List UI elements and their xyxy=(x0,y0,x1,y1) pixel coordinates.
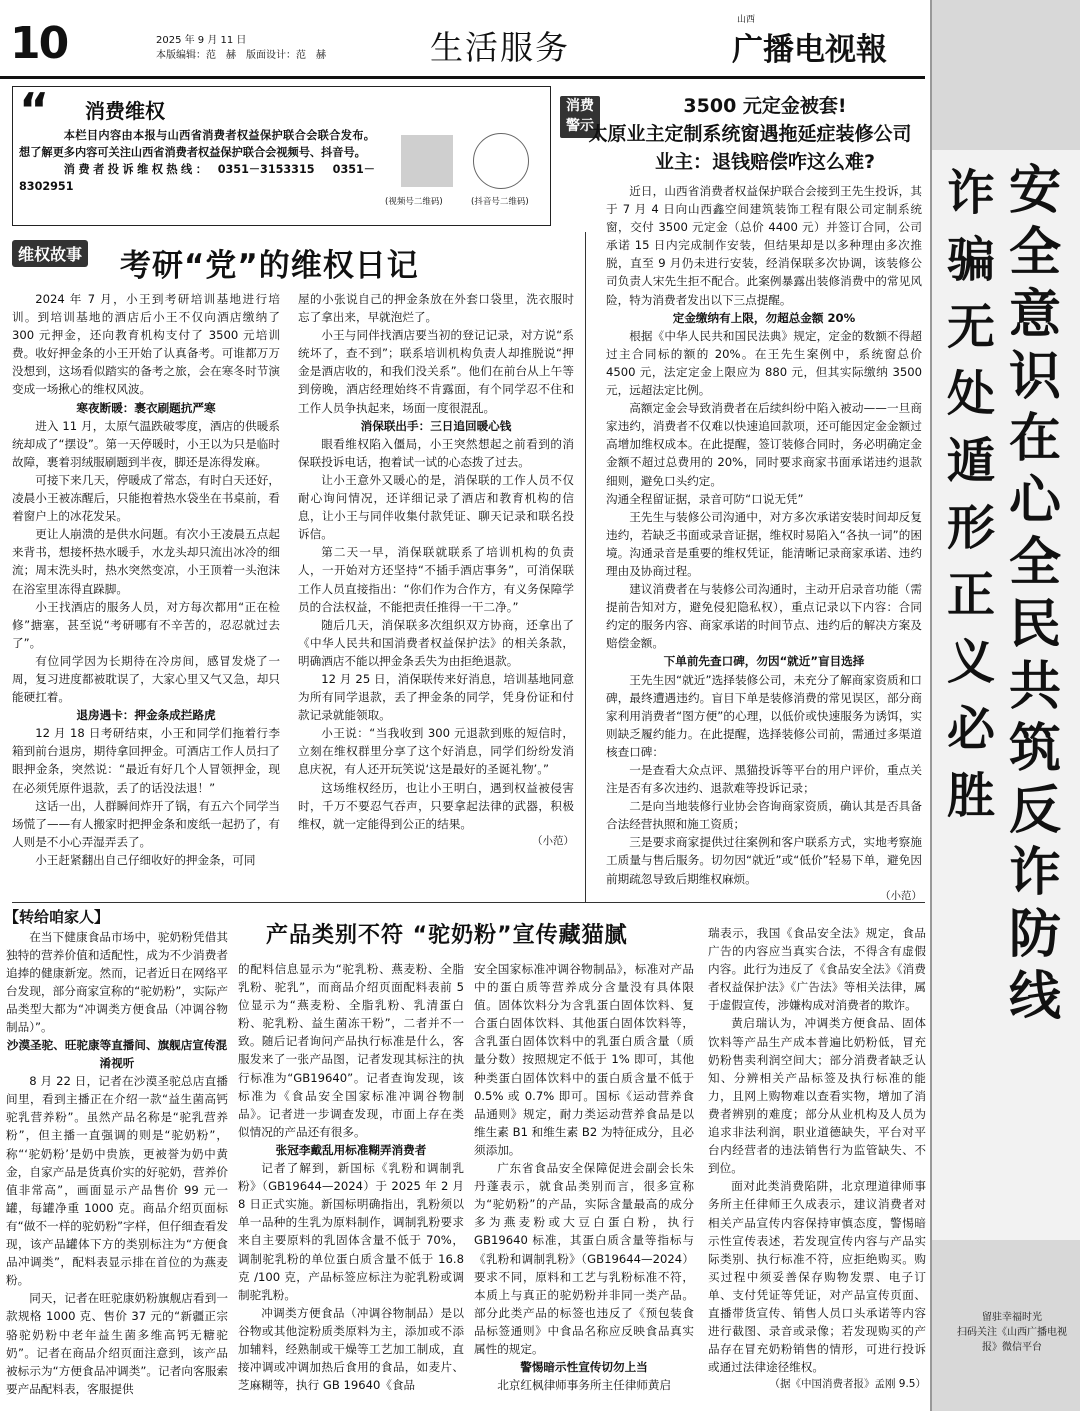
douyin-qr-code xyxy=(473,133,529,189)
paragraph: 2024 年 7 月，小王到考研培训基地进行培训。到培训基地的酒店后小王不仅向酒店缴纳了 300 元押金，还向教育机构支付了 3500 元培训费。收好押金条的小王开始了认真备考。可谁都万万没想到，这场看似踏实的备考之旅，会在寒冬时节演变成一场揪心的维权风波。 xyxy=(12,292,280,397)
paragraph: 进入 11 月，太原气温跌破零度，酒店的供暖系统却成了“摆设”。第一天停暖时，小王以为只是临时故障，裹着羽绒服刷题到半夜，脚还是冻得发麻。 xyxy=(12,418,280,469)
paragraph: 屋的小张说自己的押金条放在外套口袋里，洗衣服时忘了拿出来，早就泡烂了。 xyxy=(298,292,574,325)
paragraph: 有位同学因为长期待在冷房间，感冒发烧了一周，复习进度都被耽误了，大家心里又气又急，却只能硬扛着。 xyxy=(12,653,280,705)
subheading: 寒夜断暖：裹衣刷题抗严寒 xyxy=(76,400,216,415)
paragraph: 小王与同伴找酒店要当初的登记记录，对方说“系统坏了，查不到”；联系培训机构负责人却推脱说“押金是酒店收的，和我们没关系”。他们在前台从上午等到傍晚，酒店经理始终不肯露面，有个同学忍不住和工作人员争执起来，场面一度很混乱。 xyxy=(298,328,574,415)
paragraph: 眼看维权陷入僵局，小王突然想起之前看到的消保联投诉电话，抱着试一试的心态拨了过去。 xyxy=(298,436,574,469)
anti-fraud-sidebar xyxy=(930,0,1080,1411)
paragraph: 这场维权经历，也让小王明白，遇到权益被侵害时，千万不要忍气吞声，只要拿起法律的武器，积极维权，就一定能得到公正的结果。 xyxy=(298,780,574,831)
product-column-2 xyxy=(238,960,464,1406)
quote-mark-icon: “ xyxy=(19,83,50,137)
column-divider xyxy=(585,232,586,902)
paragraph: 二是向当地装修行业协会咨询商家资质，确认其是否具备合法经营执照和施工资质； xyxy=(606,799,922,832)
issue-date: 2025 年 9 月 11 日 xyxy=(156,35,247,46)
section-divider xyxy=(12,902,925,903)
forward-tag: 【转给咱家人】 xyxy=(4,908,110,926)
paragraph: 12 月 18 日考研结束，小王和同学们拖着行李箱到前台退房，期待拿回押金。可酒店工作人员扫了眼押金条，突然说：“最近有好几个人冒领押金，现在必须凭原件退款，丢了的话没法退！” xyxy=(12,726,280,795)
paragraph: 建议消费者在与装修公司沟通时，主动开启录音功能（需提前告知对方，避免侵犯隐私权），重点记录以下内容：合同约定的服务内容、商家承诺的时间节点、违约后的解决方案及赔偿金额。 xyxy=(606,582,922,651)
header-rule xyxy=(0,76,925,79)
page-header xyxy=(0,0,925,88)
story-tag: 维权故事 xyxy=(12,240,88,267)
paragraph: 记者了解到，新国标《乳粉和调制乳粉》（GB19644—2024）于 2025 年 2 月 8 日正式实施。新国标明确指出，乳粉须以单一品种的生乳为原料制作，调制乳粉要求来自主要原料的乳固体含量不低于 70%，调制驼乳粉的单位蛋白质含量不低于 16.8 克 /100 克，产品标签应标注为驼乳粉或调制驼乳粉。 xyxy=(238,1161,464,1302)
paragraph: 同天，记者在旺驼康奶粉旗舰店看到一款规格 1000 克、售价 37 元的“新疆正宗骆驼奶粉中老年益生菌多维高钙无糖驼奶”。记者在商品介绍页面注意到，该产品被标示为“方便食品冲调类”。记者向客服索要产品配料表，客服提供 xyxy=(6,1291,228,1396)
story-column-2-body xyxy=(298,290,574,833)
paragraph: 王先生因“就近”选择装修公司，未充分了解商家资质和口碑，最终遭遇违约。盲目下单是装修消费的常见误区，部分商家利用消费者“图方便”的心理，以低价或快速服务为诱饵，实则缺乏履约能力。在此提醒，选择装修公司前，需通过多渠道核查口碑： xyxy=(606,672,922,759)
paragraph: 王先生与装修公司沟通中，对方多次承诺安装时间却反复违约，若缺乏书面或录音证据，维权时易陷入“各执一词”的困境。沟通录音是重要的维权凭证，能清晰记录商家承诺、违约理由及协商过程。 xyxy=(606,509,922,578)
subheading: 张冠李戴乱用标准糊弄消费者 xyxy=(275,1142,427,1157)
warning-headline: 3500 元定金被套! 太原业主定制系统窗遇拖延症装修公司 业主：退钱赔偿咋这么难? xyxy=(588,95,912,173)
paragraph: 高额定金会导致消费者在后续纠纷中陷入被动——一旦商家违约，消费者不仅难以快速追回款项，还可能因定金金额过高增加维权成本。在此提醒，签订装修合同时，务必明确定金金额不超过总费用的 20%，同时要求商家书面承诺违约退款细则，避免口头约定。 xyxy=(606,401,922,488)
paragraph: 可接下来几天，停暖成了常态，有时白天还好，凌晨小王被冻醒后，只能抱着热水袋坐在书桌前，看着窗户上的冰花发呆。 xyxy=(12,472,280,524)
brand-region: 山西 xyxy=(737,15,756,25)
video-qr-code xyxy=(401,135,453,187)
product-column-3 xyxy=(474,960,694,1406)
subheading: 警惕暗示性宣传切勿上当 xyxy=(520,1360,648,1375)
subheading: 退房遇卡：押金条成拦路虎 xyxy=(76,708,216,723)
section-title: 生活服务 xyxy=(430,28,570,67)
paragraph: 让小王意外又暖心的是，消保联的工作人员不仅耐心询问情况，还详细记录了酒店和教育机构的信息，让小王与同伴收集付款凭证、聊天记录和联名投诉信。 xyxy=(298,472,574,542)
paragraph: 一是查看大众点评、黑猫投诉等平台的用户评价，重点关注是否有多次违约、退款难等投诉记录； xyxy=(606,763,922,796)
paragraph: 根据《中华人民共和国民法典》规定，定金的数额不得超过主合同标的额的 20%。在王先生案例中，系统窗总价 4500 元，法定定金上限应为 880 元，但其实际缴纳 3500 元，远超法定比例。 xyxy=(606,328,922,398)
page-number: 10 xyxy=(10,18,68,69)
paragraph: 在当下健康食品市场中，驼奶粉凭借其独特的营养价值和适配性，成为不少消费者追捧的健康新宠。然而，记者近日在网络平台发现，部分商家宣称的“驼奶粉”，实际产品类型大都为“冲调类方便食品（冲调谷物制品）”。 xyxy=(6,930,228,1035)
consumer-rights-box xyxy=(12,83,551,226)
paragraph: 更让人崩溃的是供水问题。有次小王凌晨五点起来背书，想接杯热水暖手，水龙头却只流出冰冷的细流；周末洗头时，热水突然变凉，小王顶着一头泡沫在浴室里冻得直跺脚。 xyxy=(12,527,280,596)
story-column-2 xyxy=(298,290,574,898)
video-qr-caption: (视频号二维码) xyxy=(385,197,443,207)
story-signature: （小范） xyxy=(532,834,574,847)
story-title: 考研“党”的维权日记 xyxy=(120,248,419,284)
paragraph: 小王赶紧翻出自己仔细收好的押金条，可同 xyxy=(35,852,256,867)
editors-line: 本版编辑：范 赫 版面设计：范 赫 xyxy=(156,50,326,61)
paragraph: 的配料信息显示为“驼乳粉、燕麦粉、全脂乳粉、驼乳”，而商品介绍页面配料表前 5 位显示为“燕麦粉、全脂乳粉、乳清蛋白粉、驼乳粉、益生菌冻干粉”，二者并不一致。随后记者询问产品执行标准是什么，客服发来了一张产品图，记者发现其标注的执行标准为“GB19640”。记者查询发现，该标准为《食品安全国家标准冲调谷物制品》。记者进一步调查发现，市面上存在类似情况的产品还有很多。 xyxy=(238,962,464,1139)
warning-tag: 消费 警示 xyxy=(560,96,600,138)
slogan-left: 诈骗无处遁形正义必胜 xyxy=(946,165,995,824)
product-column-4: 瑞表示，我国《食品安全法》规定，食品广告的内容应当真实合法，不得含有虚假内容。此行为违反了《食品安全法》《消费者权益保护法》《广告法》等相关法律，属于虚假宣传，涉嫌构成对消费者的欺诈。 黄启瑞认为，冲调类方便食品、固体饮料等产品生产成本普遍比奶粉低，冒充奶粉售卖利润空间大；部分消费者缺乏认知、分辨相关产品标签及执行标准的能力，且网上购物难以查看实物，增加了消费者辨别的难度；部分从业机构及人员为追求非法利润，职业道德缺失，平台对平台内经营者的违法销售行为监管缺失、不到位。 面对此类消费陷阱，北京理道律师事务所主任律师王久成表示，建议消费者对相关产品宣传内容保持审慎态度，警惕暗示性宣传表述，若发现宣传内容与产品实际类别、执行标准不符，应拒绝购买。购买过程中须妥善保存购物发票、电子订单、支付凭证等凭证，对产品宣传页面、直播带货宣传、销售人员口头承诺等内容进行截图、录音或录像；若发现购买的产品存在冒充奶粉销售的情形，可进行投诉或通过法律途径维权。 （据《中国消费者报》孟刚 9.5） xyxy=(708,926,926,1391)
paragraph: 第二天一早，消保联就联系了培训机构的负责人，一开始对方还坚持“不插手酒店事务”，可消保联工作人员直接指出：“你们作为合作方，有义务保障学员的合法权益，不能把责任推得一干二净。” xyxy=(298,545,574,614)
paragraph: 瑞表示，我国《食品安全法》规定，食品广告的内容应当真实合法，不得含有虚假内容。此行为违反了《食品安全法》《消费者权益保护法》《广告法》等相关法律，属于虚假宣传，涉嫌构成对消费者的欺诈。 xyxy=(708,926,926,1013)
product-column-1 xyxy=(6,1036,228,1406)
paragraph: 近日，山西省消费者权益保护联合会接到王先生投诉，其于 7 月 4 日向山西鑫空间建筑装饰工程有限公司定制系统窗，交付 3500 元定金（总价 4400 元）并签订合同，公司承诺 15 日内完成制作安装，但结果却是以多种理由多次推脱，直至 9 月仍未进行安装，经消保联多次协调，该装修公司负责人宋先生拒不配合。此案例暴露出装修消费中的常见风险，特为消费者发出以下三点提醒。 xyxy=(606,184,922,307)
paragraph: 随后几天，消保联多次组织双方协商，还拿出了《中华人民共和国消费者权益保护法》的相关条款，明确酒店不能以押金条丢失为由拒绝退款。 xyxy=(298,617,574,668)
paragraph: 三是要求商家提供过往案例和客户联系方式，实地考察施工质量与售后服务。切勿因“就近”或“低价”轻易下单，避免因前期疏忽导致后期维权麻烦。 xyxy=(606,835,922,886)
paragraph: 北京红枫律师事务所主任律师黄启 xyxy=(497,1378,672,1393)
subheading: 沙漠圣驼、旺驼康等直播间、旗舰店宣传混淆视听 xyxy=(6,1038,228,1071)
story-column-1 xyxy=(12,290,280,898)
sidebar-decoration xyxy=(932,0,1080,150)
complaint-hotline: 消费者投诉维权热线： 0351－3153315 0351－8302951 xyxy=(19,163,375,193)
product-title: 产品类别不符 “驼奶粉”宣传藏猫腻 xyxy=(266,923,628,948)
subheading: 消保联出手：三日追回暖心钱 xyxy=(360,418,512,433)
paragraph: 沟通全程留证据，录音可防“口说无凭” xyxy=(606,491,804,506)
paragraph: 广东省食品安全保障促进会副会长朱丹蓬表示，就食品类别而言，很多宣称为“驼奶粉”的产品，实际含量最高的成分多为燕麦粉或大豆白蛋白粉，执行 GB19640 标准，其蛋白质含量等指标与《乳粉和调制乳粉》（GB19644—2024）要求不同，原料和工艺与乳粉标准不符，本质上与真正的驼奶粉并非同一类产品。部分此类产品的标签也违反了《预包装食品标签通则》中食品名称应反映食品真实属性的规定。 xyxy=(474,1161,694,1356)
douyin-qr-caption: (抖音号二维码) xyxy=(471,197,529,207)
page-meta xyxy=(156,33,326,63)
sidebar-footer: 留驻幸福时光 扫码关注《山西广播电视报》微信平台 xyxy=(957,1312,1067,1353)
consumer-rights-title: 消费维权 xyxy=(85,99,165,123)
paragraph: 小王找酒店的服务人员，对方每次都用“正在检修”搪塞，甚至说“考研哪有不辛苦的，忍忍就过去了”。 xyxy=(12,599,280,650)
paragraph: 小王说：“当我收到 300 元退款到账的短信时，立刻在维权群里分享了这个好消息，同学们纷纷发消息庆祝，有人还开玩笑说‘这是最好的圣诞礼物’。” xyxy=(298,726,574,777)
paragraph: 黄启瑞认为，冲调类方便食品、固体饮料等产品生产成本普遍比奶粉低，冒充奶粉售卖利润空间大；部分消费者缺乏认知、分辨相关产品标签及执行标准的能力，且网上购物难以查看实物，增加了消费者辨别的难度；部分从业机构及人员为追求非法利润，职业道德缺失，平台对平台内经营者的违法销售行为监管缺失、不到位。 xyxy=(708,1016,926,1176)
paragraph: 12 月 25 日，消保联传来好消息，培训基地同意为所有同学退款，丢了押金条的同学，凭身份证和付款记录就能领取。 xyxy=(298,671,574,723)
paragraph: 8 月 22 日，记者在沙漠圣驼总店直播间里，看到主播正在介绍一款“益生菌高钙驼乳营养粉”。虽然产品名称是“驼乳营养粉”，但主播一直强调的则是“驼奶粉”，称“‘驼奶粉’是奶中贵族，更被誉为奶中黄金，自家产品是货真价实的好驼奶，营养价值非常高”，画面显示产品售价 99 元一罐，每罐净重 1000 克。商品介绍页面标有“做不一样的驼奶粉”字样，但仔细查看发现，该产品罐体下方的类别标注为“方便食品冲调类”，配料表显示排在首位的为燕麦粉。 xyxy=(6,1074,228,1288)
forward-intro xyxy=(6,928,228,1040)
paragraph: 这话一出，人群瞬间炸开了锅，有五六个同学当场慌了——有人搬家时把押金条和废纸一起扔了，有人则是不小心弄湿弄丢了。 xyxy=(12,798,280,849)
consumer-rights-intro: 本栏目内容由本报与山西省消费者权益保护联合会联合发布。想了解更多内容可关注山西省消费者权益保护联合会视频号、抖音号。 消费者投诉维权热线： 0351－3153315 0351－8302951 xyxy=(19,129,375,193)
subheading: 下单前先查口碑，勿因“就近”盲目选择 xyxy=(663,654,865,669)
subheading: 定金缴纳有上限，勿超总金额 20% xyxy=(672,310,856,325)
slogan-right: 安全意识在心全民共筑反诈防线 xyxy=(1008,161,1061,1027)
warning-body: 近日，山西省消费者权益保护联合会接到王先生投诉，其于 7 月 4 日向山西鑫空间建筑装饰工程有限公司定制系统窗，交付 3500 元定金（总价 4400 元）并签订合同，公司承诺 15 日内完成制作安装，但结果却是以多种理由多次推脱，直至 9 月仍未进行安装，经消保联多次协调，该装修公司负责人宋先生拒不配合。此案例暴露出装修消费中的常见风险，特为消费者发出以下三点提醒。 定金缴纳有上限，勿超总金额 20% 根据《中华人民共和国民法典》规定，定金的数额不得超过主合同标的额的 20%。在王先生案例中，系统窗总价 4500 元，法定定金上限应为 880 元，但其实际缴纳 3500 元，远超法定比例。 高额定金会导致消费者在后续纠纷中陷入被动——一旦商家违约，消费者不仅难以快速追回款项，还可能因定金金额过高增加维权成本。在此提醒，签订装修合同时，务必明确定金金额不超过总费用的 20%，同时要求商家书面承诺违约退款细则，避免口头约定。 沟通全程留证据，录音可防“口说无凭” 王先生与装修公司沟通中，对方多次承诺安装时间却反复违约，若缺乏书面或录音证据，维权时易陷入“各执一词”的困境。沟通录音是重要的维权凭证，能清晰记录商家承诺、违约理由及协商过程。 建议消费者在与装修公司沟通时，主动开启录音功能（需提前告知对方，避免侵犯隐私权），重点记录以下内容：合同约定的服务内容、商家承诺的时间节点、违约后的解决方案及赔偿金额。 下单前先查口碑，勿因“就近”盲目选择 王先生因“就近”选择装修公司，未充分了解商家资质和口碑，最终遭遇违约。盲目下单是装修消费的常见误区，部分商家利用消费者“图方便”的心理，以低价或快速服务为诱饵，实则缺乏履约能力。在此提醒，选择装修公司前，需通过多渠道核查口碑： 一是查看大众点评、黑猫投诉等平台的用户评价，重点关注是否有多次违约、退款难等投诉记录； 二是向当地装修行业协会咨询商家资质，确认其是否具备合法经营执照和施工资质； 三是要求商家提供过往案例和客户联系方式，实地考察施工质量与售后服务。切勿因“就近”或“低价”轻易下单，避免因前期疏忽导致后期维权麻烦。 （小范） xyxy=(606,184,922,900)
brand-logo: 广播电视報 xyxy=(732,32,887,68)
paragraph: 冲调类方便食品（冲调谷物制品）是以谷物或其他淀粉质类原料为主，添加或不添加辅料，经熟制或干燥等工艺加工制成，直接冲调或冲调加热后食用的食品，如麦片、芝麻糊等，执行 GB 19640《食品 xyxy=(238,1305,464,1393)
paragraph: 安全国家标准冲调谷物制品》，标准对产品中的蛋白质等营养成分含量没有具体限值。固体饮料分为含乳蛋白固体饮料、复合蛋白固体饮料、其他蛋白固体饮料等，含乳蛋白固体饮料中的乳蛋白质含量（质量分数）按照规定不低于 1% 即可，其他种类蛋白固体饮料中的蛋白质含量不低于 0.5% 或 0.7% 即可。国标《运动营养食品通则》规定，耐力类运动营养食品是以维生素 B1 和维生素 B2 为特征成分，且必须添加。 xyxy=(474,962,694,1157)
paragraph: 面对此类消费陷阱，北京理道律师事务所主任律师王久成表示，建议消费者对相关产品宣传内容保持审慎态度，警惕暗示性宣传表述，若发现宣传内容与产品实际类别、执行标准不符，应拒绝购买。购买过程中须妥善保存购物发票、电子订单、支付凭证等凭证，对产品宣传页面、直播带货宣传、销售人员口头承诺等内容进行截图、录音或录像；若发现购买的产品存在冒充奶粉销售的情形，可进行投诉或通过法律途径维权。 xyxy=(708,1179,926,1375)
